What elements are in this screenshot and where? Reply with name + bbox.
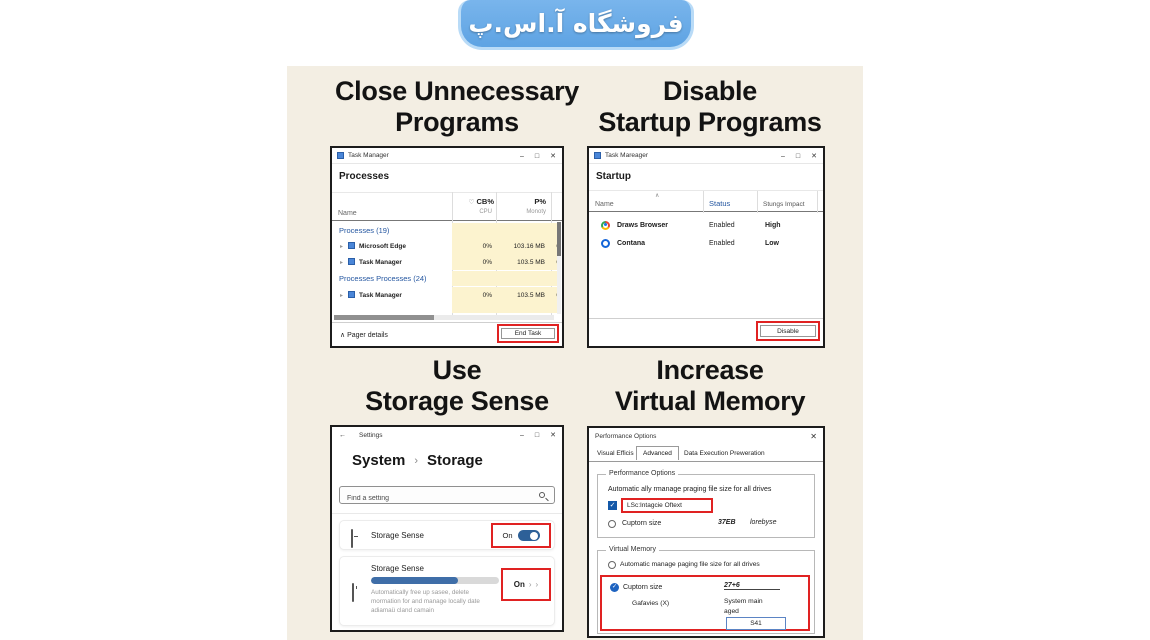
column-divider	[703, 191, 704, 213]
cell-highlight	[452, 271, 558, 286]
set-button[interactable]: S41	[726, 617, 786, 630]
process-row[interactable]: ▸ Microsoft Edge 0% 103.16 MB	[332, 238, 562, 254]
minimize-icon[interactable]: –	[519, 152, 524, 160]
column-cpu[interactable]: ♡ CB%	[468, 197, 494, 206]
task-manager-window	[330, 146, 564, 348]
back-icon[interactable]: ←	[339, 431, 346, 439]
size-value: 37EB	[718, 519, 736, 526]
storage-sense-row[interactable]	[339, 520, 555, 550]
tab-startup[interactable]: Startup	[596, 171, 631, 182]
chevron-right-icon: ›	[414, 454, 419, 467]
tab-data-execution[interactable]: Data Execution Preweration	[684, 450, 765, 457]
app-icon	[348, 258, 355, 265]
task-manager-app-icon	[594, 152, 601, 159]
close-icon[interactable]: ✕	[550, 153, 556, 160]
brand-logo-text: فروشگاه آ.اس.پ	[468, 9, 684, 38]
window-controls	[810, 428, 817, 444]
on-state-label: On	[513, 580, 525, 589]
maximize-icon[interactable]: □	[795, 152, 801, 160]
storage-usage-bar	[371, 577, 499, 584]
search-icon	[539, 492, 545, 498]
disable-highlight	[756, 321, 820, 341]
radio-selected-icon[interactable]: ✓	[611, 584, 618, 590]
app-icon	[348, 291, 355, 298]
column-impact[interactable]: Stungs Impact	[763, 201, 805, 208]
drive-label: Gafavies (X)	[632, 600, 670, 607]
group-label: Performance Options	[606, 470, 678, 477]
group-label: Virtual Memory	[606, 546, 659, 553]
footer-divider	[589, 318, 823, 319]
heart-icon: ♡	[468, 199, 475, 206]
maximize-icon[interactable]: □	[534, 152, 540, 160]
tab-visual-effects[interactable]: Visual Efficis	[597, 450, 634, 457]
end-task-button[interactable]: End Task	[501, 328, 555, 339]
custom-size-highlight	[600, 575, 810, 631]
radio-label: Cuptorn size	[623, 584, 663, 591]
window-title: Task Manager	[348, 152, 389, 159]
heading-virtual-memory: Increase Virtual Memory	[614, 355, 806, 416]
checkbox-highlight	[621, 498, 713, 513]
process-group-row[interactable]: Processes (19)	[332, 223, 562, 238]
storage-sense-toggle[interactable]	[518, 530, 540, 541]
settings-window	[330, 425, 564, 632]
column-memory-sub: Monoty	[526, 209, 546, 215]
cortana-icon	[601, 239, 610, 248]
process-row[interactable]: ▸ Task Manager 0% 103.5 MB	[332, 287, 562, 303]
app-icon	[348, 242, 355, 249]
storage-sense-label: Storage Sense	[371, 564, 424, 573]
heading-disable-startup: Disable Startup Programs	[598, 76, 822, 137]
window-controls	[520, 148, 556, 164]
custom-size-value[interactable]: 27+6	[724, 582, 780, 590]
performance-options-group	[597, 470, 815, 538]
startup-window	[587, 146, 825, 348]
window-title: Settings	[359, 431, 383, 439]
radio-custom-size[interactable]	[608, 520, 616, 528]
size-unit: lorebyse	[750, 519, 777, 526]
end-task-highlight	[497, 324, 559, 343]
close-icon[interactable]: ✕	[811, 153, 817, 160]
storage-sense-icon	[351, 529, 353, 548]
vertical-scrollbar[interactable]	[557, 222, 561, 314]
cell-highlight	[452, 223, 558, 238]
radio-label: Cuptorn size	[622, 520, 662, 527]
close-icon[interactable]: ✕	[550, 432, 556, 439]
startup-row[interactable]: Draws Browser Enabled High	[589, 218, 823, 234]
cell-highlight	[452, 303, 558, 313]
expand-icon[interactable]: ▸	[340, 244, 344, 250]
tab-processes[interactable]: Processes	[339, 171, 390, 182]
tab-strip-line	[589, 461, 823, 462]
storage-usage-fill	[371, 577, 458, 584]
breadcrumb-storage[interactable]: Storage	[427, 452, 483, 469]
virtual-memory-group	[597, 546, 815, 634]
checkbox-label: LSc:Intagcie Oftext	[627, 502, 682, 509]
maximize-icon[interactable]: □	[534, 431, 540, 439]
toggle-state-label: On	[502, 531, 513, 540]
expand-icon[interactable]: ▸	[340, 260, 344, 266]
column-status[interactable]: Status	[709, 199, 731, 208]
performance-titlebar	[589, 428, 823, 444]
minimize-icon[interactable]: –	[519, 431, 524, 439]
storage-sense-description: adiamaü cland camain	[371, 607, 435, 614]
horizontal-scrollbar[interactable]	[334, 315, 554, 320]
storage-sense-description: Automatically free up sasee, delete	[371, 589, 470, 596]
column-cpu-sub: CPU	[479, 209, 492, 215]
auto-manage-text: Automatic ally rmanage praging file size for all drives	[608, 486, 772, 493]
expand-icon[interactable]: ▸	[340, 293, 344, 299]
breadcrumb-system[interactable]: System	[352, 452, 406, 469]
search-box	[339, 486, 555, 504]
system-managed-label: System main	[724, 598, 763, 605]
performance-options-window	[587, 426, 825, 638]
window-title: Task Mareager	[605, 152, 648, 159]
column-name[interactable]: Name	[595, 201, 614, 208]
empty-row	[332, 303, 562, 313]
radio-auto-manage[interactable]	[608, 561, 616, 569]
details-toggle[interactable]: ∧ Pager details	[340, 332, 388, 339]
storage-sense-detail-row[interactable]	[339, 556, 555, 626]
column-divider	[757, 191, 758, 213]
storage-sense-label: Storage Sense	[371, 531, 424, 540]
tab-advanced[interactable]: Advanced	[636, 446, 679, 460]
toggle-highlight	[491, 523, 551, 548]
sort-icon: ∧	[655, 193, 660, 199]
column-name[interactable]: Name	[338, 210, 357, 217]
task-manager-app-icon	[337, 152, 344, 159]
column-divider	[817, 191, 818, 213]
system-managed-label: aged	[724, 608, 739, 615]
radio-label: Automatic manage paging file size for all drives	[620, 561, 760, 568]
close-icon[interactable]: ✕	[810, 431, 817, 441]
window-controls	[520, 427, 556, 443]
brand-logo	[458, 0, 694, 50]
window-controls	[781, 148, 817, 164]
process-group-row[interactable]: Processes Processes (24)	[332, 271, 562, 286]
scrollbar-thumb[interactable]	[557, 222, 561, 256]
chevron-right-icon[interactable]: ›	[535, 580, 539, 589]
heading-storage-sense: Use Storage Sense	[365, 355, 549, 416]
disable-button[interactable]: Disable	[760, 325, 816, 337]
storage-sense-description: mormation for and manage locally date	[371, 598, 480, 605]
minimize-icon[interactable]: –	[780, 152, 785, 160]
storage-usage-icon	[352, 583, 354, 602]
process-table-header	[332, 192, 562, 221]
on-link-highlight	[501, 568, 551, 601]
column-memory[interactable]: P%	[534, 197, 546, 206]
heading-close-programs: Close Unnecessary Programs	[334, 76, 580, 137]
search-input[interactable]	[340, 491, 554, 507]
checkbox-checked-icon[interactable]: ✓	[609, 502, 616, 509]
caret-up-icon: ∧	[340, 332, 346, 339]
section-divider	[332, 513, 562, 514]
chevron-right-icon[interactable]: ›	[528, 580, 532, 589]
window-title: Performance Options	[595, 432, 657, 440]
process-row[interactable]: ▸ Task Manager 0% 103.5 MB	[332, 254, 562, 270]
startup-table-header	[589, 190, 823, 212]
scrollbar-thumb[interactable]	[334, 315, 434, 320]
breadcrumb	[352, 452, 483, 469]
startup-row[interactable]: Contana Enabled Low	[589, 236, 823, 252]
browser-icon	[601, 221, 610, 230]
